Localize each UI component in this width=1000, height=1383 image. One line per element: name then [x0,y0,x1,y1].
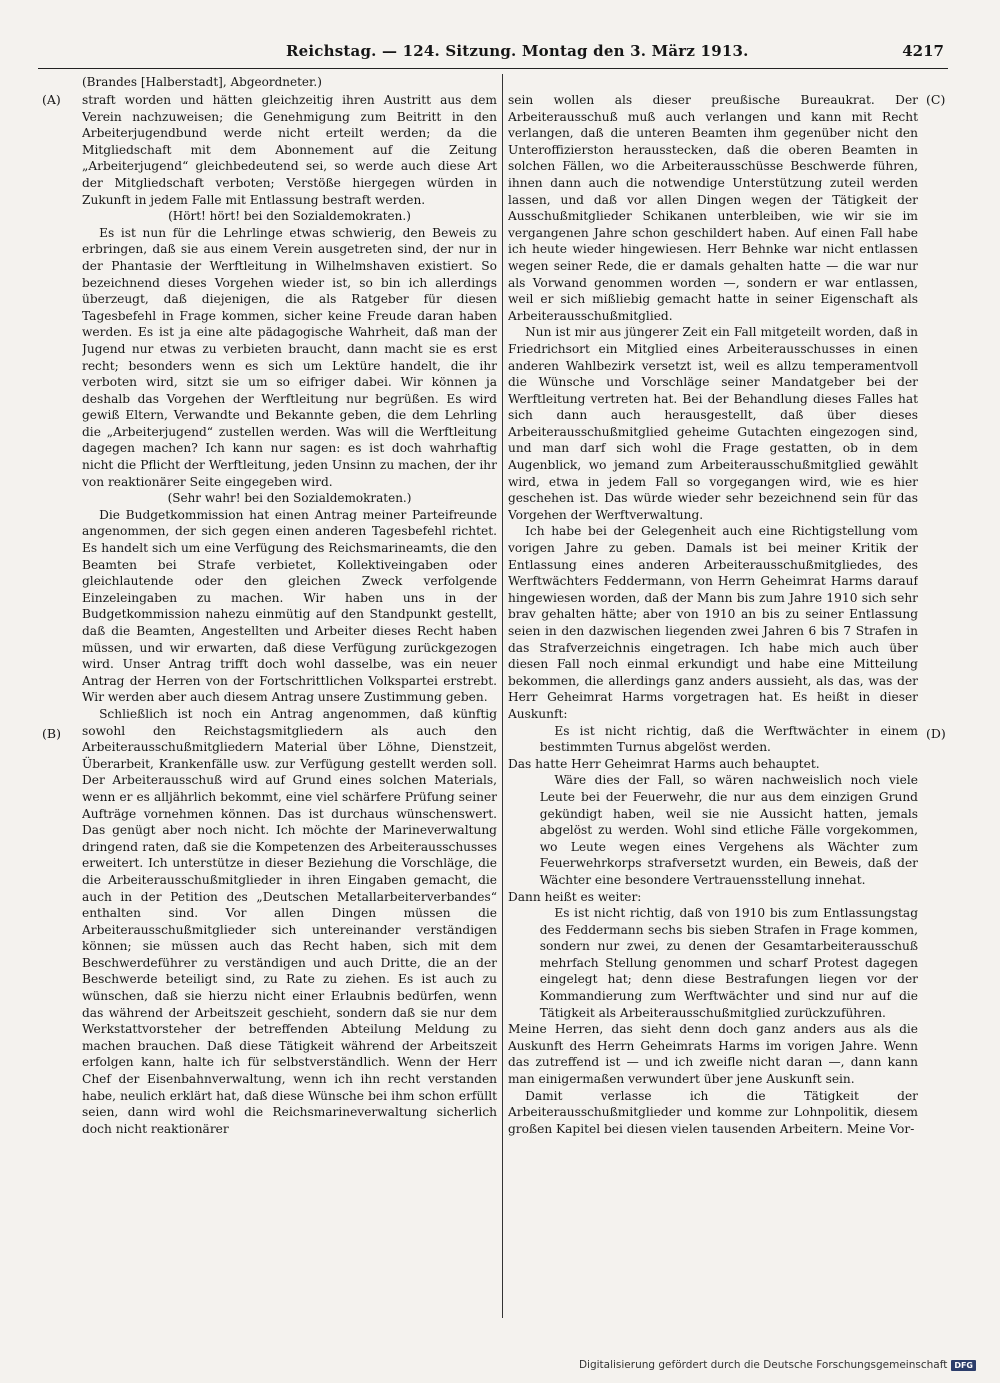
paragraph: Schließlich ist noch ein Antrag angenommen, daß künftig sowohl den Reichstagsmitgliedern als auch den Arbeiterausschußmitgliedern Material über Löhne, Dienstzeit, Überarbeit, Krankenfälle usw. zur Verfügung gestellt werden soll. Der Arbeiterausschuß wird auf Grund eines solchen Materials, wenn er es alljährlich bekommt, eine viel schärfere Prüfung seiner Aufträge vornehmen können. Das ist durchaus wünschenswert. Das genügt aber noch nicht. Ich möchte der Marineverwaltung dringend raten, daß sie die Kompetenzen des Arbeiterausschusses erweitert. Ich unterstütze in dieser Beziehung die Vorschläge, die die Arbeiterausschußmitglieder in ihren Eingaben gemacht, die auch in der Petition des „Deutschen Metallarbeiterverbandes“ enthalten sind. Vor allen Dingen müssen die Arbeiterausschußmitglieder sich untereinander verständigen können; sie müssen auch das Recht haben, sich mit dem Beschwerdeführer zu verständigen und auch Dritte, die an der Beschwerde beteiligt sind, zu Rate zu ziehen. Es ist auch zu wünschen, daß sie hierzu nicht einer Erlaubnis bedürfen, wenn das während der Arbeitszeit geschieht, sondern daß sie nur dem Werkstattvorsteher der betreffenden Abteilung Meldung zu machen brauchen. Daß diese Tätigkeit während der Arbeitszeit erfolgen kann, halte ich für selbstverständlich. Wenn der Herr Chef der Eisenbahnverwaltung, wenn ich ihn recht verstanden habe, neulich erklärt hat, daß diese Wünsche bei ihm schon erfüllt seien, dann wird wohl die Reichsmarineverwaltung sicherlich doch nicht reaktionärer [82,706,497,1136]
margin-marker-d: (D) [926,726,946,741]
page-footer [579,1359,976,1371]
interjection: (Hört! hört! bei den Sozialdemokraten.) [168,209,411,224]
paragraph: sein wollen als dieser preußische Bureaukrat. Der Arbeiterausschuß muß auch verlangen und kann mit Recht verlangen, daß die unteren Beamten ihm gegenüber nicht den Unteroffizierston herausstecken, daß die oberen Beamten in solchen Fällen, wo die Arbeiterausschüsse Beschwerde führen, ihnen dann auch die notwendige Unterstützung zuteil werden lassen, und daß vor allen Dingen wegen der Tätigkeit der Ausschußmitglieder Schikanen unterbleiben, wie wir sie im vergangenen Jahre schon geschildert haben. Auf einen Fall habe ich heute wieder hingewiesen. Herr Behnke war nicht entlassen wegen seiner Rede, die er damals gehalten hatte — die war nur als Vorwand genommen worden —, sondern er war entlassen, weil er sich mißliebig gemacht hatte in seiner Eigenschaft als Arbeiterausschußmitglied. [508,93,918,323]
running-title: Reichstag. — 124. Sitzung. Montag den 3. März 1913. [286,42,749,60]
interjection: (Sehr wahr! bei den Sozialdemokraten.) [167,491,412,506]
margin-marker-a: (A) [42,92,61,107]
speaker-line: (Brandes [Halberstadt], Abgeordneter.) [82,75,322,89]
page-header [38,28,948,69]
footer-credit: Digitalisierung gefördert durch die Deutsche Forschungsgemeinschaft [578,1359,948,1371]
column-rule [502,74,503,1318]
paragraph: Nun ist mir aus jüngerer Zeit ein Fall mitgeteilt worden, daß in Friedrichsort ein Mitglied eines Arbeiterausschusses in einen anderen Wahlbezirk versetzt ist, weil es allzu temperamentvoll die Wünsche und Vorschläge seiner Mandatgeber bei der Werftleitung vertreten hat. Bei der Behandlung dieses Falles hat sich dann auch herausgestellt, daß über dieses Arbeiterausschußmitglied geheime Gutachten eingezogen sind, und man darf sich wohl die Frage gestatten, ob in dem Augenblick, wo jemand zum Arbeiterausschußmitglied gewählt wird, etwa in jedem Fall so vorgegangen wird, wie es hier geschehen ist. Das würde wieder sehr bezeichnend sein für das Vorgehen der Werftverwaltung. [508,325,918,522]
paragraph: Meine Herren, das sieht denn doch ganz anders aus als die Auskunft des Herrn Geheimrats Harms im vorigen Jahre. Wenn das zutreffend ist — und ich zweifle nicht daran —, dann kann man einigermaßen verwundert über jene Auskunft sein. [508,1022,918,1087]
paragraph: Die Budgetkommission hat einen Antrag meiner Parteifreunde angenommen, der sich gegen einen anderen Tagesbefehl richtet. Es handelt sich um eine Verfügung des Reichsmarineamts, die den Beamten bei Strafe verbietet, Kollektiveingaben oder gleichlautende oder den gleichen Zweck verfolgende Einzeleingaben zu machen. Wir haben uns in der Budgetkommission nahezu einmütig auf den Standpunkt gestellt, daß die Beamten, Angestellten und Arbeiter dieses Recht haben müssen, und wir erwarten, daß diese Verfügung zurückgezogen wird. Unser Antrag trifft doch wohl dasselbe, was ein neuer Antrag der Herren von der Fortschrittlichen Volkspartei erstrebt. Wir werden aber auch diesem Antrag unsere Zustimmung geben. [82,507,497,705]
dfg-logo-icon: DFG [951,1360,976,1371]
paragraph: Damit verlasse ich die Tätigkeit der Arbeiterausschußmitglieder und komme zur Lohnpolitik, diesem großen Kapitel bei diesen vielen tausenden Arbeitern. Meine Vor- [508,1088,918,1136]
paragraph: Dann heißt es weiter: [508,889,642,904]
margin-marker-c: (C) [926,92,946,107]
margin-marker-b: (B) [42,726,61,741]
block-quote: Wäre dies der Fall, so wären nachweislich noch viele Leute bei der Feuerwehr, die nur aus dem einzigen Grund gekündigt haben, weil sie nie Aussicht hatten, jemals abgelöst zu werden. Wohl sind etliche Fälle vorgekommen, wo Leute wegen eines Vergehens als Wächter zum Feuerwehrkorps strafversetzt wurden, ein Beweis, daß der Wächter eine besondere Vertrauensstellung innehat. [539,773,918,887]
paragraph: Es ist nun für die Lehrlinge etwas schwierig, den Beweis zu erbringen, daß sie aus einem Verein ausgetreten sind, der nur in der Phantasie der Werftleitung in Wilhelmshaven existiert. So bezeichnend dieses Vorgehen wieder ist, so bin ich allerdings überzeugt, daß diejenigen, die als Ratgeber für diesen Tagesbefehl in Frage kommen, sicher keine Freude daran haben werden. Es ist ja eine alte pädagogische Wahrheit, daß man der Jugend nur etwas zu verbieten braucht, dann macht sie es erst recht; besonders wenn es sich um Lektüre handelt, die ihr verboten wird, sitzt sie um so eifriger dabei. Wir können ja deshalb das Vorgehen der Werftleitung nur begrüßen. Es wird gewiß Eltern, Verwandte und Bekannte geben, die dem Lehrling die „Arbeiterjugend“ zustellen werden. Was will die Werftleitung dagegen machen? Ich kann nur sagen: es ist doch wahrhaftig nicht die Pflicht der Werftleitung, jeden Unsinn zu machen, der ihr von reaktionärer Seite eingegeben wird. [82,225,497,489]
block-quote: Es ist nicht richtig, daß von 1910 bis zum Entlassungstag des Feddermann sechs bis sieben Strafen in Frage kommen, sondern nur zwei, zu denen der Gesamtarbeiterausschuß mehrfach Stellung genommen und scharf Protest dagegen eingelegt hat; denn diese Bestrafungen liegen vor der Kommandierung zum Werftwächter und sind nur auf die Tätigkeit als Arbeiterausschußmitglied zurückzuführen. [539,906,918,1020]
page-number: 4217 [902,42,944,60]
paragraph: Das hatte Herr Geheimrat Harms auch behauptet. [508,756,820,771]
right-column [508,92,918,1318]
left-column [82,92,497,1318]
document-page [38,28,948,1338]
block-quote: Es ist nicht richtig, daß die Werftwächter in einem bestimmten Turnus abgelöst werden. [539,723,918,755]
paragraph: Ich habe bei der Gelegenheit auch eine Richtigstellung vom vorigen Jahre zu geben. Damals ist bei meiner Kritik der Entlassung eines anderen Arbeiterausschußmitgliedes, des Werftwächters Feddermann, von Herrn Geheimrat Harms darauf hingewiesen worden, daß der Mann bis zum Jahre 1910 sich sehr brav gehalten hätte; aber von 1910 an bis zu seiner Entlassung seien in den dazwischen liegenden zwei Jahren 6 bis 7 Strafen in das Strafverzeichnis eingetragen. Ich habe mich auch über diesen Fall noch einmal erkundigt und habe eine Mitteilung bekommen, die allerdings ganz anders aussieht, als das, was der Herr Geheimrat Harms vorgetragen hat. Es heißt in dieser Auskunft: [508,524,918,721]
paragraph: straft worden und hätten gleichzeitig ihren Austritt aus dem Verein nachzuweisen; die Genehmigung zum Beitritt in den Arbeiterjugendbund werde nicht erteilt werden; da die Mitgliedschaft mit dem Abonnement auf die Zeitung „Arbeiterjugend“ gleichbedeutend sei, so werde auch diese Art der Mitgliedschaft verboten; Verstöße hiergegen würden in Zukunft in jedem Falle mit Entlassung bestraft werden. [82,93,497,207]
